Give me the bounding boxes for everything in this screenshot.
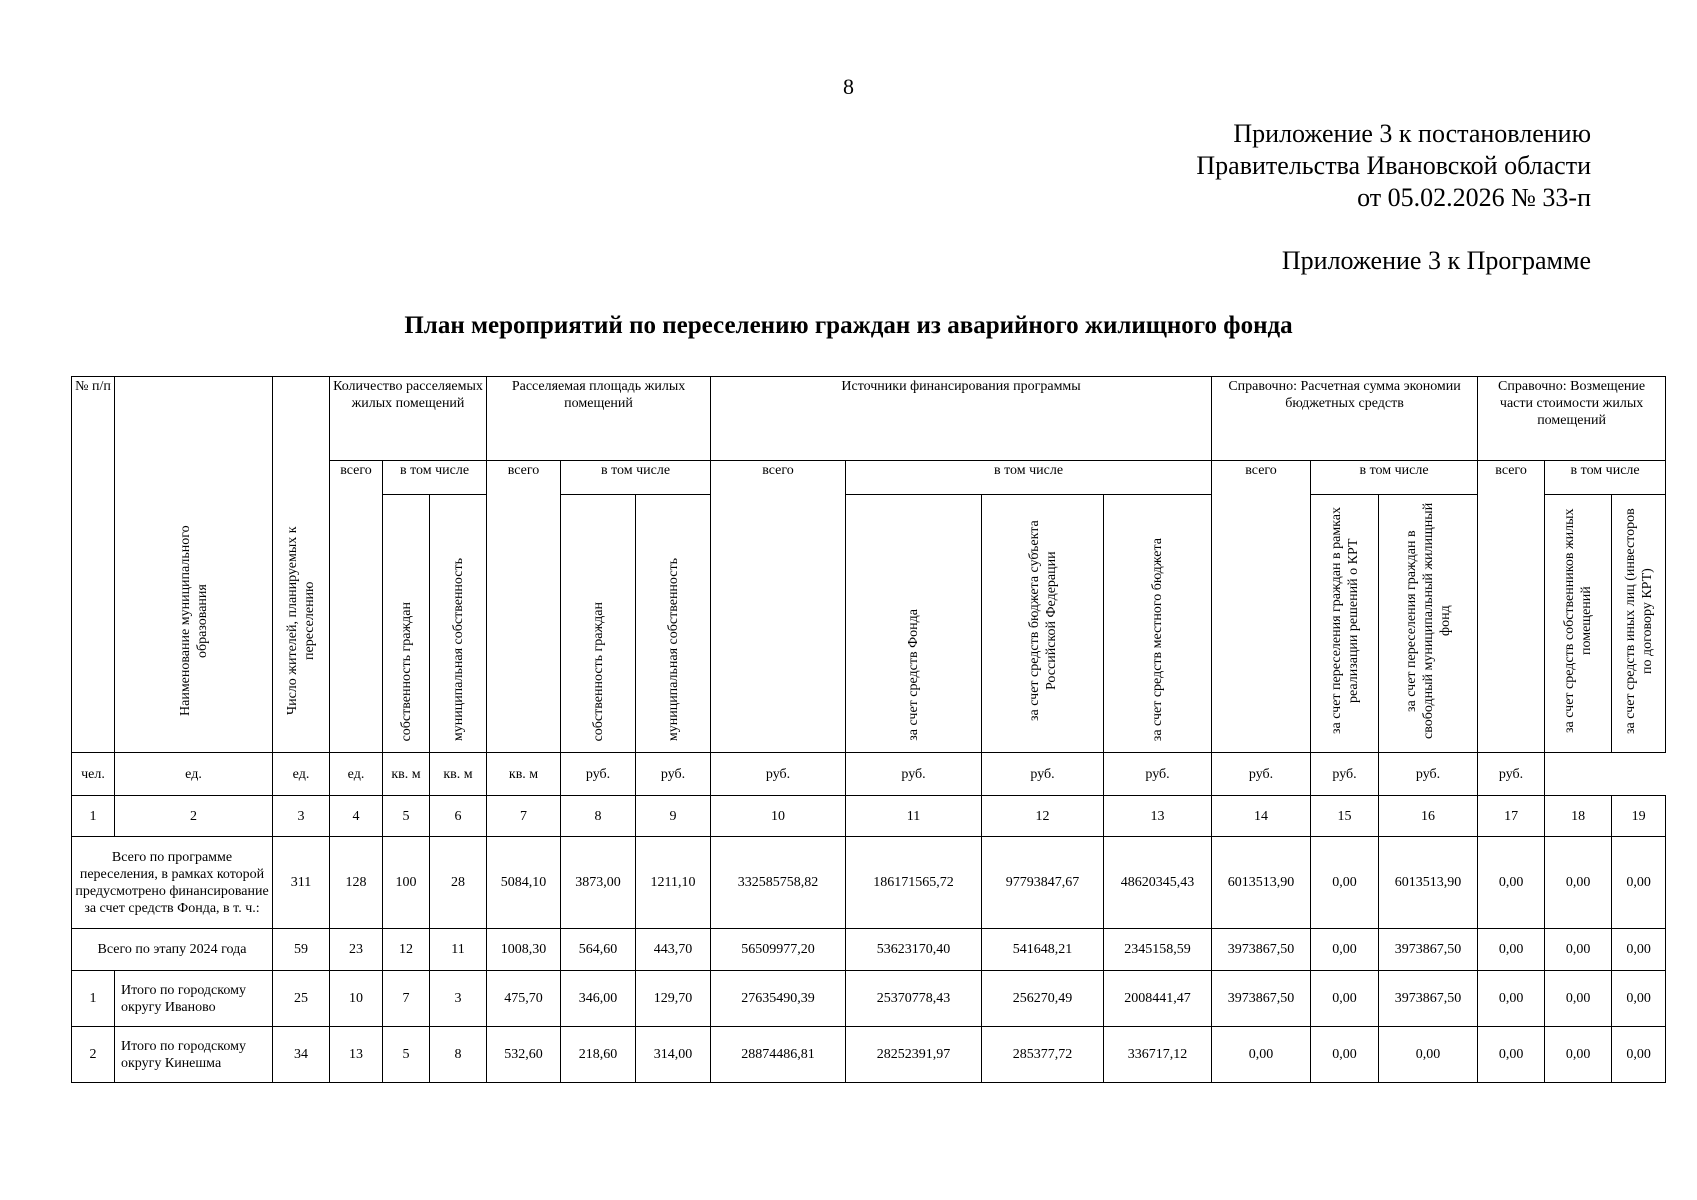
unit-cell: кв. м (487, 753, 561, 796)
table-cell: 28874486,81 (711, 1027, 846, 1083)
table-cell: 13 (330, 1027, 383, 1083)
table-cell: 475,70 (487, 971, 561, 1027)
table-cell: 1008,30 (487, 929, 561, 971)
table-cell: 2008441,47 (1104, 971, 1212, 1027)
approval-line: от 05.02.2026 № 33-п (1357, 183, 1591, 212)
unit-cell: чел. (72, 753, 115, 796)
header-subject-budget: за счет средств бюджета субъекта Российской Федерации (982, 495, 1104, 753)
table-cell: 23 (330, 929, 383, 971)
table-cell: 59 (273, 929, 330, 971)
table-cell: 1211,10 (636, 837, 711, 929)
header-municipal-property: муниципальная собственность (636, 495, 711, 753)
table-cell: 6013513,90 (1379, 837, 1478, 929)
header-name: Наименование муниципального образования (115, 377, 273, 753)
table-cell: 3973867,50 (1212, 929, 1311, 971)
table-cell: 2345158,59 (1104, 929, 1212, 971)
table-cell: 0,00 (1311, 971, 1379, 1027)
column-number: 14 (1212, 796, 1311, 837)
header-incl: в том числе (383, 461, 487, 495)
table-cell: 332585758,82 (711, 837, 846, 929)
header-num: № п/п (72, 377, 115, 753)
units-row (72, 753, 1666, 796)
unit-cell: ед. (115, 753, 273, 796)
header-citizens-property: собственность граждан (383, 495, 430, 753)
row-number: 1 (72, 971, 115, 1027)
column-number: 5 (383, 796, 430, 837)
table-cell: 0,00 (1545, 1027, 1612, 1083)
column-number: 2 (115, 796, 273, 837)
table-cell: 0,00 (1478, 1027, 1545, 1083)
table-cell: 0,00 (1311, 1027, 1379, 1083)
column-number: 12 (982, 796, 1104, 837)
table-cell: 0,00 (1478, 837, 1545, 929)
page-number: 8 (843, 74, 854, 99)
header-total: всего (487, 461, 561, 753)
column-number: 16 (1379, 796, 1478, 837)
header-sources-group: Источники финансирования программы (711, 377, 1212, 461)
header-area-group: Расселяемая площадь жилых помещений (487, 377, 711, 461)
table-cell: 34 (273, 1027, 330, 1083)
column-number: 19 (1612, 796, 1666, 837)
header-savings-group: Справочно: Расчетная сумма экономии бюджетных средств (1212, 377, 1478, 461)
header-owners: за счет средств собственников жилых помещений (1545, 495, 1612, 753)
table-cell: 443,70 (636, 929, 711, 971)
table-cell: 0,00 (1478, 929, 1545, 971)
table-cell: 285377,72 (982, 1027, 1104, 1083)
unit-cell: руб. (561, 753, 636, 796)
table-cell: 0,00 (1612, 971, 1666, 1027)
column-number: 8 (561, 796, 636, 837)
summary-row (72, 929, 1666, 971)
table-row (72, 971, 1666, 1027)
table-cell: 27635490,39 (711, 971, 846, 1027)
table-cell: 0,00 (1311, 837, 1379, 929)
table-cell: 12 (383, 929, 430, 971)
table-cell: 0,00 (1612, 929, 1666, 971)
column-number: 9 (636, 796, 711, 837)
header-residents: Число жителей, планируемых к переселению (273, 377, 330, 753)
column-number: 1 (72, 796, 115, 837)
unit-cell: руб. (1311, 753, 1379, 796)
table-cell: 25370778,43 (846, 971, 982, 1027)
header-total: всего (1212, 461, 1311, 753)
table-cell: 100 (383, 837, 430, 929)
header-local-budget: за счет средств местного бюджета (1104, 495, 1212, 753)
summary-label: Всего по этапу 2024 года (72, 929, 273, 971)
table-cell: 25 (273, 971, 330, 1027)
unit-cell: руб. (1212, 753, 1311, 796)
table-cell: 186171565,72 (846, 837, 982, 929)
table-cell: 0,00 (1612, 1027, 1666, 1083)
unit-cell: руб. (711, 753, 846, 796)
header-incl: в том числе (1545, 461, 1666, 495)
table-cell: 311 (273, 837, 330, 929)
table-cell: 0,00 (1545, 929, 1612, 971)
table-cell: 0,00 (1311, 929, 1379, 971)
header-rooms-group: Количество расселяемых жилых помещений (330, 377, 487, 461)
unit-cell: руб. (1379, 753, 1478, 796)
column-numbers-row (72, 796, 1666, 837)
table-cell: 0,00 (1212, 1027, 1311, 1083)
table-cell: 7 (383, 971, 430, 1027)
unit-cell: руб. (1478, 753, 1545, 796)
unit-cell: кв. м (383, 753, 430, 796)
column-number: 13 (1104, 796, 1212, 837)
table-cell: 3 (430, 971, 487, 1027)
table-cell: 128 (330, 837, 383, 929)
header-incl: в том числе (561, 461, 711, 495)
unit-cell: руб. (846, 753, 982, 796)
header-krt: за счет переселения граждан в рамках реализации решений о КРТ (1311, 495, 1379, 753)
column-number: 18 (1545, 796, 1612, 837)
table-cell: 8 (430, 1027, 487, 1083)
column-number: 15 (1311, 796, 1379, 837)
unit-cell: руб. (982, 753, 1104, 796)
column-number: 10 (711, 796, 846, 837)
table-cell: 532,60 (487, 1027, 561, 1083)
table-cell: 129,70 (636, 971, 711, 1027)
table-cell: 53623170,40 (846, 929, 982, 971)
table-cell: 0,00 (1478, 971, 1545, 1027)
table-cell: 3973867,50 (1379, 971, 1478, 1027)
header-investors: за счет средств иных лиц (инвесторов по договору КРТ) (1612, 495, 1666, 753)
header-total: всего (1478, 461, 1545, 753)
municipality-name: Итого по городскому округу Иваново (115, 971, 273, 1027)
column-number: 6 (430, 796, 487, 837)
municipality-name: Итого по городскому округу Кинешма (115, 1027, 273, 1083)
row-number: 2 (72, 1027, 115, 1083)
table-cell: 10 (330, 971, 383, 1027)
header-free-fund: за счет переселения граждан в свободный муниципальный жилищный фонд (1379, 495, 1478, 753)
annex-label: Приложение 3 к Программе (1281, 246, 1591, 275)
header-total: всего (330, 461, 383, 753)
approval-block (1196, 118, 1591, 214)
column-number: 17 (1478, 796, 1545, 837)
unit-cell: кв. м (430, 753, 487, 796)
unit-cell: ед. (330, 753, 383, 796)
table-cell: 541648,21 (982, 929, 1104, 971)
header-citizens-property: собственность граждан (561, 495, 636, 753)
table-cell: 0,00 (1545, 837, 1612, 929)
header-total: всего (711, 461, 846, 753)
table-cell: 256270,49 (982, 971, 1104, 1027)
unit-cell: руб. (636, 753, 711, 796)
table-cell: 3873,00 (561, 837, 636, 929)
table-cell: 97793847,67 (982, 837, 1104, 929)
table-cell: 0,00 (1612, 837, 1666, 929)
table-cell: 48620345,43 (1104, 837, 1212, 929)
table-cell: 6013513,90 (1212, 837, 1311, 929)
document-title: План мероприятий по переселению граждан из аварийного жилищного фонда (404, 312, 1293, 339)
unit-cell: руб. (1104, 753, 1212, 796)
header-fund: за счет средств Фонда (846, 495, 982, 753)
table-cell: 218,60 (561, 1027, 636, 1083)
unit-cell: ед. (273, 753, 330, 796)
summary-row (72, 837, 1666, 929)
header-municipal-property: муниципальная собственность (430, 495, 487, 753)
resettlement-plan-table (71, 376, 1666, 1083)
table-cell: 5084,10 (487, 837, 561, 929)
table-cell: 3973867,50 (1212, 971, 1311, 1027)
approval-line: Правительства Ивановской области (1196, 151, 1591, 180)
header-row (72, 377, 1666, 461)
table-cell: 336717,12 (1104, 1027, 1212, 1083)
table-cell: 5 (383, 1027, 430, 1083)
table-cell: 0,00 (1379, 1027, 1478, 1083)
table-cell: 564,60 (561, 929, 636, 971)
table-row (72, 1027, 1666, 1083)
table-cell: 28 (430, 837, 487, 929)
table-cell: 3973867,50 (1379, 929, 1478, 971)
table-cell: 0,00 (1545, 971, 1612, 1027)
table-cell: 314,00 (636, 1027, 711, 1083)
column-number: 4 (330, 796, 383, 837)
header-incl: в том числе (846, 461, 1212, 495)
column-number: 7 (487, 796, 561, 837)
approval-line: Приложение 3 к постановлению (1233, 119, 1591, 148)
header-compensation-group: Справочно: Возмещение части стоимости жилых помещений (1478, 377, 1666, 461)
table-cell: 28252391,97 (846, 1027, 982, 1083)
table-cell: 346,00 (561, 971, 636, 1027)
column-number: 11 (846, 796, 982, 837)
table-cell: 56509977,20 (711, 929, 846, 971)
table-cell: 11 (430, 929, 487, 971)
column-number: 3 (273, 796, 330, 837)
summary-label: Всего по программе переселения, в рамках которой предусмотрено финансирование за счет средств Фонда, в т. ч.: (72, 837, 273, 929)
header-incl: в том числе (1311, 461, 1478, 495)
